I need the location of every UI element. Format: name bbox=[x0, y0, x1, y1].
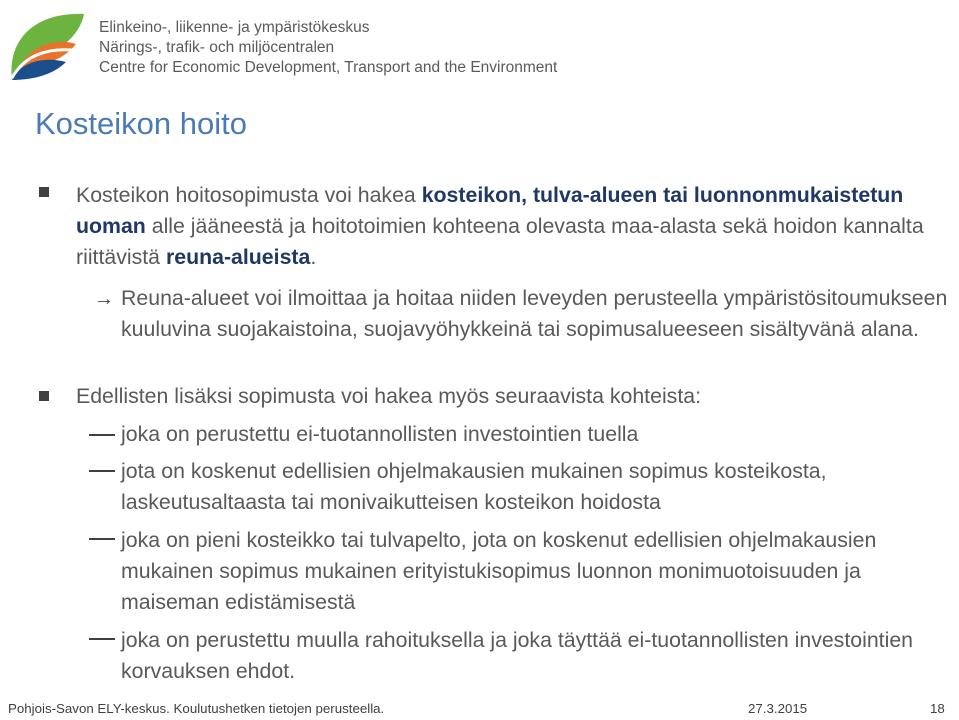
footer-source: Pohjois-Savon ELY-keskus. Koulutushetken tietojen perusteella. bbox=[8, 701, 385, 716]
dash-bullet-icon bbox=[89, 470, 115, 472]
org-name-swedish: Närings-, trafik- och miljöcentralen bbox=[99, 39, 335, 56]
dash-bullet-icon bbox=[89, 434, 115, 436]
dash-bullet-icon bbox=[89, 638, 115, 640]
dash-item: joka on perustettu ei-tuotannollisten investointien tuella bbox=[121, 422, 639, 446]
organization-name bbox=[99, 18, 557, 78]
slide-title: Kosteikon hoito bbox=[35, 106, 247, 141]
ely-logo bbox=[6, 4, 88, 86]
page-number: 18 bbox=[930, 701, 945, 716]
org-name-english: Centre for Economic Development, Transport and the Environment bbox=[99, 59, 558, 76]
square-bullet-icon bbox=[39, 187, 49, 197]
dash-item: jota on koskenut edellisien ohjelmakausien mukainen sopimus kosteikosta, laskeutusaltaasta tai monivaikutteisen kosteikon hoidosta bbox=[121, 459, 827, 514]
arrow-item-reuna-alueet: Reuna-alueet voi ilmoittaa ja hoitaa niiden leveyden perusteella ympäristösitoumukseen kuuluvina suojakaistoina, suojavyöhykkeinä tai sopimusalueeseen sisältyvänä alana. bbox=[121, 286, 948, 341]
bullet-hoitosopimus: Kosteikon hoitosopimusta voi hakea kosteikon, tulva-alueen tai luonnonmukaistetun uoman alle jääneestä ja hoitotoimien kohteena olevasta maa-alasta sekä hoidon kannalta riittävistä reuna-alueista. bbox=[76, 183, 924, 269]
bullet-edellisten-lisaksi: Edellisten lisäksi sopimusta voi hakea myös seuraavista kohteista: bbox=[76, 384, 702, 408]
footer-date: 27.3.2015 bbox=[748, 701, 808, 716]
dash-item: joka on perustettu muulla rahoituksella ja joka täyttää ei-tuotannollisten investointien korvauksen ehdot. bbox=[121, 628, 914, 683]
square-bullet-icon bbox=[39, 391, 49, 401]
dash-bullet-icon bbox=[89, 538, 115, 540]
arrow-right-icon: → bbox=[94, 288, 114, 310]
dash-item: joka on pieni kosteikko tai tulvapelto, jota on koskenut edellisien ohjelmakausien mukainen sopimus mukainen erityistukisopimus luonnon monimuotoisuuden ja maiseman edistämisestä bbox=[121, 528, 877, 614]
org-name-finnish: Elinkeino-, liikenne- ja ympäristökeskus bbox=[99, 19, 370, 36]
